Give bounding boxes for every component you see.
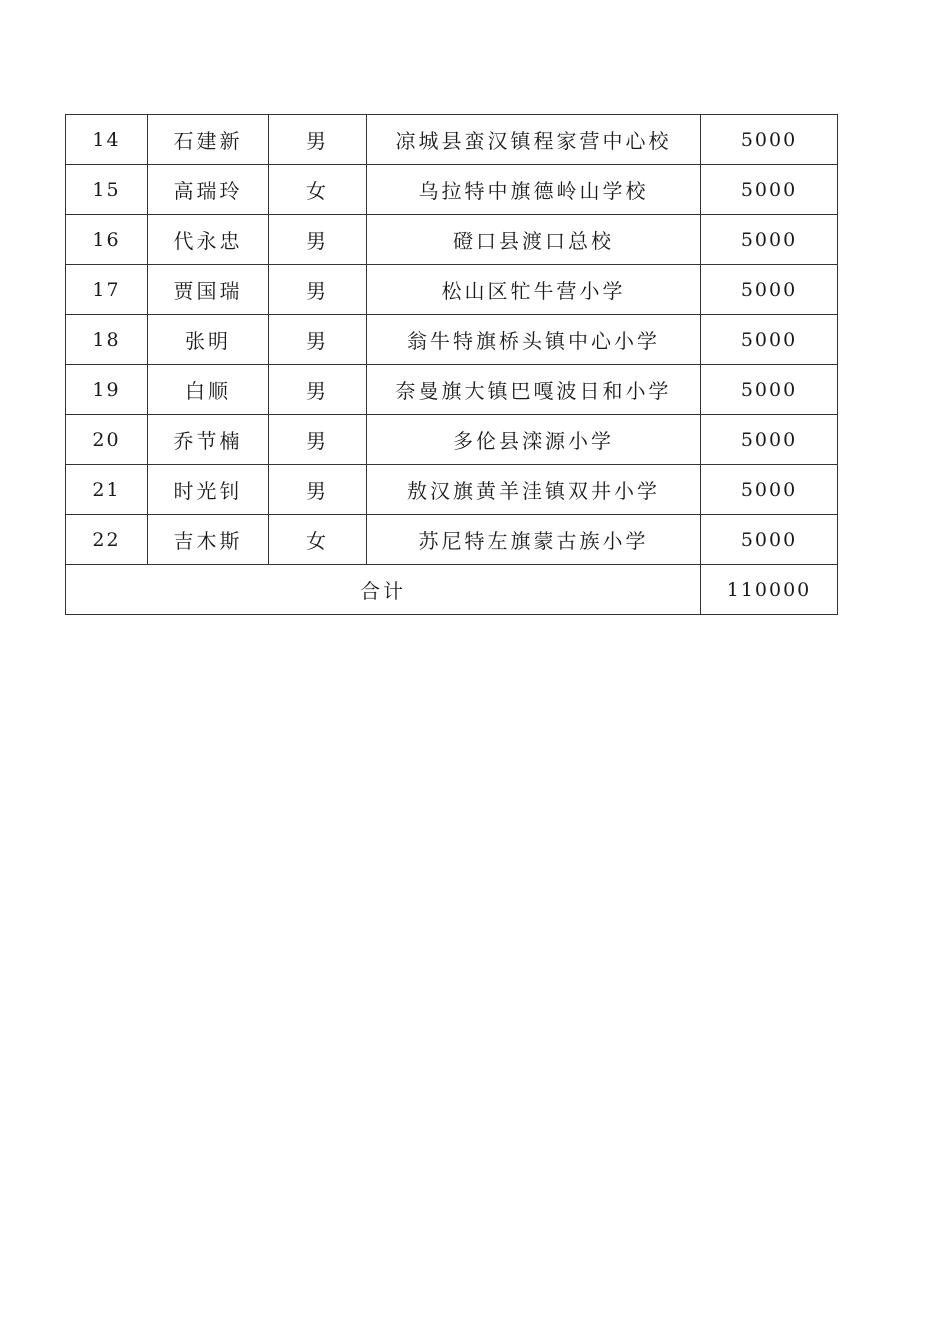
award-table-body	[66, 115, 838, 615]
table-row	[66, 365, 838, 415]
row-number: 21	[66, 465, 148, 515]
table-row	[66, 315, 838, 365]
table-row	[66, 465, 838, 515]
gender: 女	[269, 515, 367, 565]
person-name: 高瑞玲	[148, 165, 269, 215]
school-name: 敖汉旗黄羊洼镇双井小学	[367, 465, 701, 515]
gender: 男	[269, 465, 367, 515]
award-amount: 5000	[701, 515, 838, 565]
total-amount: 110000	[701, 565, 838, 615]
gender: 男	[269, 115, 367, 165]
award-table	[65, 114, 838, 615]
school-name: 翁牛特旗桥头镇中心小学	[367, 315, 701, 365]
person-name: 贾国瑞	[148, 265, 269, 315]
award-amount: 5000	[701, 215, 838, 265]
school-name: 多伦县滦源小学	[367, 415, 701, 465]
row-number: 18	[66, 315, 148, 365]
gender: 男	[269, 215, 367, 265]
gender: 男	[269, 315, 367, 365]
table-row	[66, 215, 838, 265]
award-amount: 5000	[701, 365, 838, 415]
award-amount: 5000	[701, 415, 838, 465]
school-name: 凉城县蛮汉镇程家营中心校	[367, 115, 701, 165]
row-number: 20	[66, 415, 148, 465]
row-number: 17	[66, 265, 148, 315]
award-amount: 5000	[701, 465, 838, 515]
gender: 女	[269, 165, 367, 215]
table-row	[66, 415, 838, 465]
person-name: 时光钊	[148, 465, 269, 515]
school-name: 苏尼特左旗蒙古族小学	[367, 515, 701, 565]
person-name: 吉木斯	[148, 515, 269, 565]
person-name: 代永忠	[148, 215, 269, 265]
person-name: 白顺	[148, 365, 269, 415]
table-row	[66, 515, 838, 565]
gender: 男	[269, 265, 367, 315]
row-number: 15	[66, 165, 148, 215]
table-row	[66, 165, 838, 215]
award-amount: 5000	[701, 315, 838, 365]
person-name: 乔节楠	[148, 415, 269, 465]
school-name: 磴口县渡口总校	[367, 215, 701, 265]
award-amount: 5000	[701, 115, 838, 165]
total-label: 合计	[66, 565, 701, 615]
row-number: 22	[66, 515, 148, 565]
school-name: 奈曼旗大镇巴嘎波日和小学	[367, 365, 701, 415]
person-name: 石建新	[148, 115, 269, 165]
award-amount: 5000	[701, 165, 838, 215]
row-number: 19	[66, 365, 148, 415]
school-name: 乌拉特中旗德岭山学校	[367, 165, 701, 215]
award-amount: 5000	[701, 265, 838, 315]
person-name: 张明	[148, 315, 269, 365]
table-row	[66, 115, 838, 165]
gender: 男	[269, 365, 367, 415]
total-row	[66, 565, 838, 615]
school-name: 松山区牤牛营小学	[367, 265, 701, 315]
row-number: 16	[66, 215, 148, 265]
table-row	[66, 265, 838, 315]
row-number: 14	[66, 115, 148, 165]
gender: 男	[269, 415, 367, 465]
